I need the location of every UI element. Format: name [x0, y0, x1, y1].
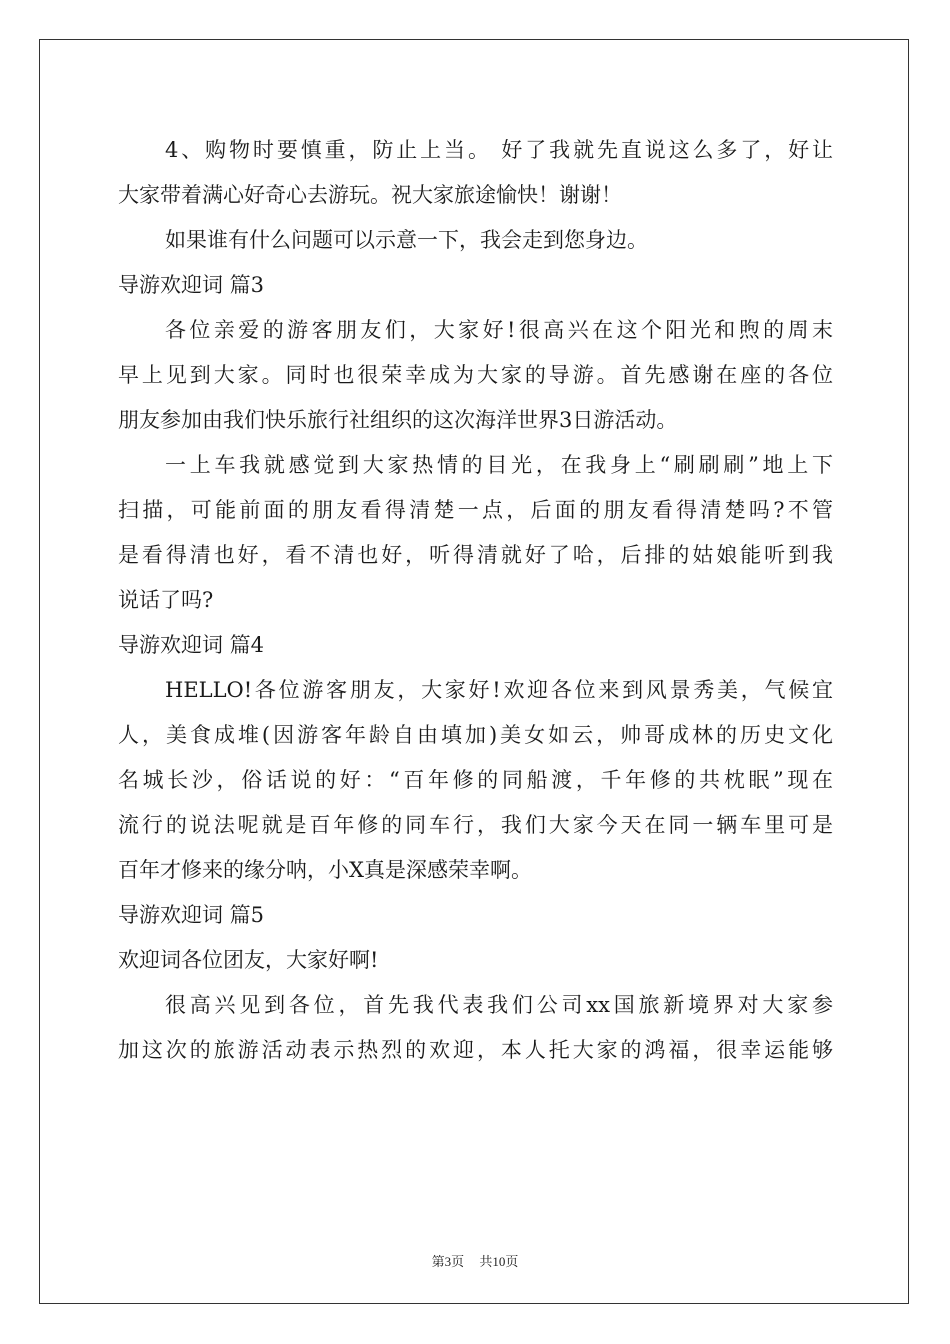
section-heading: 导游欢迎词 篇5: [118, 903, 265, 927]
paragraph-line: 名城长沙，俗话说的好：“百年修的同船渡，千年修的共枕眠”现在: [118, 768, 833, 792]
paragraph-line: HELLO!各位游客朋友，大家好!欢迎各位来到风景秀美，气候宜: [165, 678, 833, 702]
document-body: [118, 128, 833, 1073]
paragraph-line: 扫描，可能前面的朋友看得清楚一点，后面的朋友看得清楚吗?不管: [118, 498, 833, 522]
page-total: 共10页: [479, 1254, 519, 1269]
paragraph-line: 人，美食成堆(因游客年龄自由填加)美女如云，帅哥成林的历史文化: [118, 723, 833, 747]
paragraph-line: 很高兴见到各位，首先我代表我们公司xx国旅新境界对大家参: [165, 993, 833, 1017]
paragraph-line: 流行的说法呢就是百年修的同车行，我们大家今天在同一辆车里可是: [118, 813, 833, 837]
paragraph-line: 一上车我就感觉到大家热情的目光，在我身上“刷刷刷”地上下: [165, 453, 833, 477]
page-number: 第3页: [431, 1254, 465, 1269]
paragraph-line: 是看得清也好，看不清也好，听得清就好了哈，后排的姑娘能听到我: [118, 543, 833, 567]
paragraph-line: 各位亲爱的游客朋友们，大家好!很高兴在这个阳光和煦的周末: [165, 318, 833, 342]
paragraph-line: 如果谁有什么问题可以示意一下，我会走到您身边。: [165, 228, 648, 252]
paragraph-line: 说话了吗?: [118, 588, 214, 612]
paragraph-line: 早上见到大家。同时也很荣幸成为大家的导游。首先感谢在座的各位: [118, 363, 833, 387]
paragraph-line: 4、购物时要慎重，防止上当。 好了我就先直说这么多了，好让: [165, 138, 833, 162]
section-heading: 导游欢迎词 篇4: [118, 633, 265, 657]
paragraph-line: 朋友参加由我们快乐旅行社组织的这次海洋世界3日游活动。: [118, 408, 678, 432]
page-footer: [0, 1251, 950, 1270]
paragraph-line: 百年才修来的缘分呐，小X真是深感荣幸啊。: [118, 858, 532, 882]
section-heading: 导游欢迎词 篇3: [118, 273, 265, 297]
paragraph-line: 加这次的旅游活动表示热烈的欢迎，本人托大家的鸿福，很幸运能够: [118, 1038, 833, 1062]
paragraph-line: 大家带着满心好奇心去游玩。祝大家旅途愉快！谢谢！: [118, 183, 622, 207]
paragraph-line: 欢迎词各位团友，大家好啊!: [118, 948, 379, 972]
